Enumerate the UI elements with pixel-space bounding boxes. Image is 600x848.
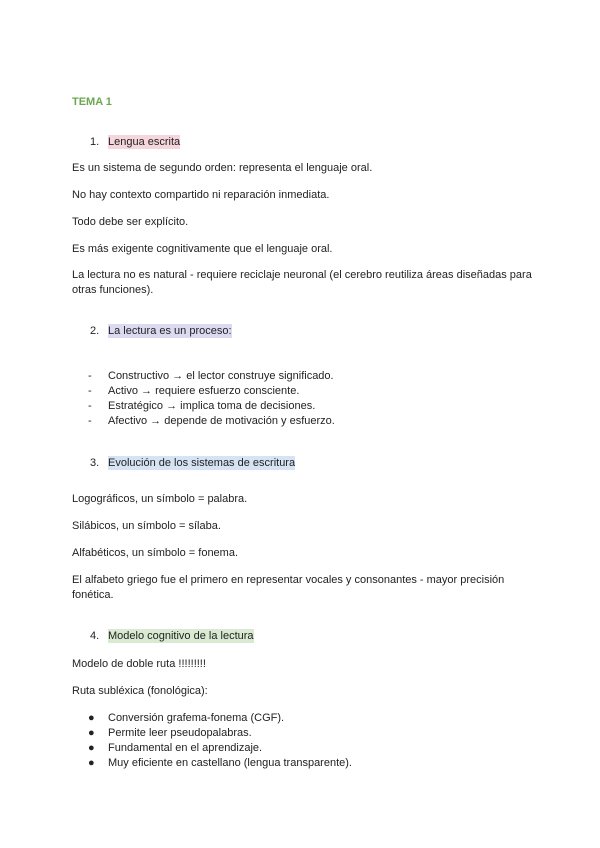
section-2-list	[88, 369, 335, 429]
paragraph: Logográficos, un símbolo = palabra.	[72, 493, 248, 505]
dash-marker: -	[88, 370, 92, 382]
dash-marker: -	[88, 400, 92, 412]
section-3-number: 3.	[90, 457, 100, 469]
bullet-marker: ●	[88, 742, 95, 754]
list-item: - Constructivo → el lector construye significado.	[88, 370, 334, 382]
list-item: ● Conversión grafema-fonema (CGF).	[88, 712, 285, 724]
list-item: - Activo → requiere esfuerzo consciente.	[88, 385, 300, 397]
paragraph: Silábicos, un símbolo = sílaba.	[72, 520, 221, 532]
section-4-title: Modelo cognitivo de la lectura	[108, 630, 254, 642]
section-1-number: 1.	[90, 136, 100, 148]
dash-marker: -	[88, 385, 92, 397]
dash-marker: -	[88, 415, 92, 427]
section-2-heading	[90, 324, 232, 339]
paragraph: No hay contexto compartido ni reparación inmediata.	[72, 189, 330, 201]
list-item: - Afectivo → depende de motivación y esfuerzo.	[88, 415, 335, 427]
section-1-heading	[90, 135, 180, 150]
section-2-number: 2.	[90, 325, 100, 337]
list-item: ● Fundamental en el aprendizaje.	[88, 742, 263, 754]
paragraph: Todo debe ser explícito.	[72, 216, 189, 228]
paragraph: Es más exigente cognitivamente que el lenguaje oral.	[72, 243, 333, 255]
paragraph: Es un sistema de segundo orden: representa el lenguaje oral.	[72, 162, 373, 174]
bullet-marker: ●	[88, 727, 95, 739]
paragraph: Ruta subléxica (fonológica):	[72, 685, 208, 697]
section-4-heading	[90, 629, 254, 644]
section-1-title: Lengua escrita	[108, 136, 181, 148]
section-4-list	[88, 711, 352, 771]
bullet-marker: ●	[88, 712, 95, 724]
section-2-title: La lectura es un proceso:	[108, 325, 232, 337]
section-3-heading	[90, 456, 295, 471]
list-item: ● Muy eficiente en castellano (lengua transparente).	[88, 757, 352, 769]
paragraph: La lectura no es natural - requiere reciclaje neuronal (el cerebro reutiliza áreas diseñadas para otras funciones).	[72, 269, 532, 296]
section-3-title: Evolución de los sistemas de escritura	[108, 457, 296, 469]
document-title: TEMA 1	[72, 96, 112, 108]
paragraph: Modelo de doble ruta !!!!!!!!!	[72, 658, 206, 670]
paragraph: Alfabéticos, un símbolo = fonema.	[72, 547, 239, 559]
paragraph: El alfabeto griego fue el primero en representar vocales y consonantes - mayor precisión fonética.	[72, 574, 505, 601]
bullet-marker: ●	[88, 757, 95, 769]
list-item: - Estratégico → implica toma de decisiones.	[88, 400, 316, 412]
section-4-number: 4.	[90, 630, 100, 642]
list-item: ● Permite leer pseudopalabras.	[88, 727, 252, 739]
